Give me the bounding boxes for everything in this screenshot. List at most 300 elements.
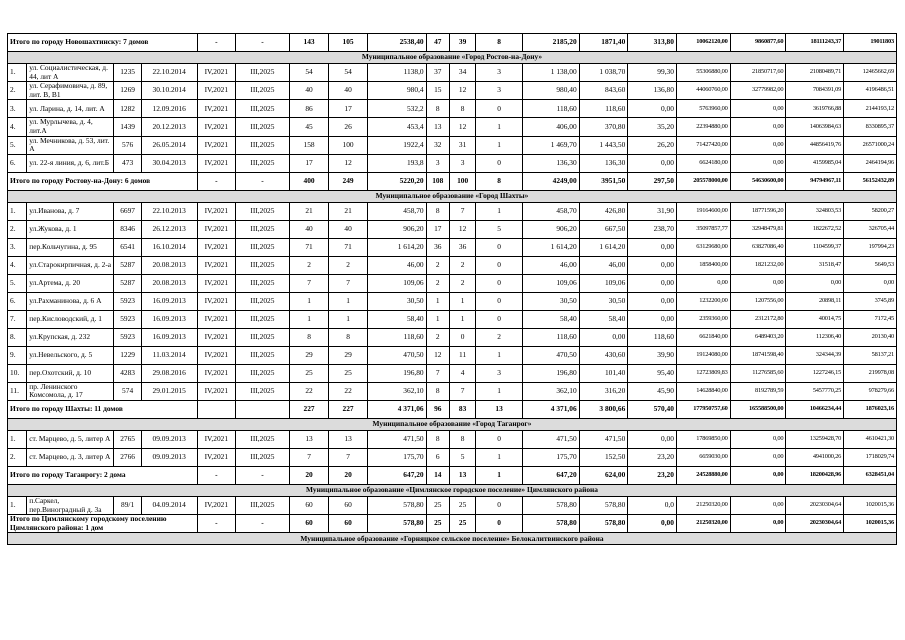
value-cell-c14: 238,70 xyxy=(628,220,677,238)
value-cell-c16: 0,00 xyxy=(730,118,786,136)
total-start-period: - xyxy=(197,466,236,484)
value-cell-c18: 26571000,24 xyxy=(844,136,897,154)
value-cell-c14: 95,40 xyxy=(628,364,677,382)
total-value-c7: 20 xyxy=(329,466,368,484)
value-cell-c6: 13 xyxy=(289,430,329,448)
section-title: Муниципальное образование «Цимлянское городское поселение» Цимлянского района xyxy=(8,484,897,496)
row-number: 1. xyxy=(8,202,27,220)
total-value-c15: 24528880,00 xyxy=(676,466,730,484)
value-cell-c15: 19164600,00 xyxy=(676,202,730,220)
value-cell-c9: 8 xyxy=(426,430,449,448)
value-cell-c6: 71 xyxy=(289,238,329,256)
value-cell-c15: 5763960,00 xyxy=(676,100,730,118)
date-cell: 29.01.2015 xyxy=(141,382,197,400)
total-value-c9: 14 xyxy=(426,466,449,484)
value-cell-c14: 0,00 xyxy=(628,100,677,118)
value-cell-c8: 30,50 xyxy=(367,292,426,310)
total-value-c12: 4249,00 xyxy=(522,172,579,190)
address-cell: ул.Старокирпичная, д. 2-а xyxy=(27,256,114,274)
start-period-cell: IV,2021 xyxy=(197,64,236,82)
value-cell-c7: 40 xyxy=(329,220,368,238)
value-cell-c11: 0 xyxy=(476,100,523,118)
value-cell-c16: 63827086,40 xyxy=(730,238,786,256)
total-value-c13: 3 800,66 xyxy=(579,400,628,418)
value-cell-c9: 1 xyxy=(426,310,449,328)
value-cell-c6: 40 xyxy=(289,220,329,238)
value-cell-c8: 109,06 xyxy=(367,274,426,292)
value-cell-c11: 1 xyxy=(476,118,523,136)
value-cell-c8: 118,60 xyxy=(367,328,426,346)
value-cell-c8: 1138,0 xyxy=(367,64,426,82)
table-row xyxy=(8,256,897,274)
total-end-period xyxy=(236,400,290,418)
start-period-cell: IV,2021 xyxy=(197,448,236,466)
row-number: 2. xyxy=(8,82,27,100)
value-cell-c16: 0,00 xyxy=(730,430,786,448)
value-cell-c7: 21 xyxy=(329,202,368,220)
value-cell-c15: 63129680,00 xyxy=(676,238,730,256)
end-period-cell: III,2025 xyxy=(236,202,290,220)
value-cell-c15: 1232200,00 xyxy=(676,292,730,310)
value-cell-c10: 8 xyxy=(449,430,475,448)
total-end-period: - xyxy=(236,34,290,52)
section-title: Муниципальное образование «Город Таганрог» xyxy=(8,418,897,430)
start-period-cell: IV,2021 xyxy=(197,136,236,154)
value-cell-c12: 362,10 xyxy=(522,382,579,400)
value-cell-c9: 36 xyxy=(426,238,449,256)
value-cell-c17: 1822672,52 xyxy=(786,220,844,238)
value-cell-c9: 32 xyxy=(426,136,449,154)
value-cell-c16: 0,00 xyxy=(730,274,786,292)
row-number: 3. xyxy=(8,100,27,118)
end-period-cell: III,2025 xyxy=(236,136,290,154)
table-row xyxy=(8,310,897,328)
doc-number-cell: 1269 xyxy=(114,82,141,100)
value-cell-c11: 1 xyxy=(476,382,523,400)
row-number: 8. xyxy=(8,328,27,346)
value-cell-c15: 71427420,00 xyxy=(676,136,730,154)
value-cell-c16: 21850717,60 xyxy=(730,64,786,82)
date-cell: 16.09.2013 xyxy=(141,292,197,310)
value-cell-c17: 1227246,15 xyxy=(786,364,844,382)
value-cell-c7: 12 xyxy=(329,154,368,172)
value-cell-c7: 8 xyxy=(329,328,368,346)
value-cell-c9: 37 xyxy=(426,64,449,82)
address-cell: ул. Социалистическая, д. 44, лит А xyxy=(27,64,114,82)
start-period-cell: IV,2021 xyxy=(197,154,236,172)
value-cell-c10: 11 xyxy=(449,346,475,364)
total-value-c13: 3951,50 xyxy=(579,172,628,190)
value-cell-c7: 40 xyxy=(329,82,368,100)
value-cell-c12: 30,50 xyxy=(522,292,579,310)
value-cell-c11: 1 xyxy=(476,202,523,220)
value-cell-c7: 17 xyxy=(329,100,368,118)
doc-number-cell: 5287 xyxy=(114,256,141,274)
doc-number-cell: 4283 xyxy=(114,364,141,382)
end-period-cell: III,2025 xyxy=(236,274,290,292)
value-cell-c17: 20898,11 xyxy=(786,292,844,310)
end-period-cell: III,2025 xyxy=(236,118,290,136)
total-value-c6: 143 xyxy=(289,34,329,52)
value-cell-c18: 197994,23 xyxy=(844,238,897,256)
value-cell-c16: 32948479,81 xyxy=(730,220,786,238)
value-cell-c8: 1 614,20 xyxy=(367,238,426,256)
value-cell-c6: 1 xyxy=(289,292,329,310)
total-end-period: - xyxy=(236,515,290,533)
date-cell: 09.09.2013 xyxy=(141,430,197,448)
total-value-c8: 4 371,06 xyxy=(367,400,426,418)
value-cell-c10: 12 xyxy=(449,82,475,100)
start-period-cell: IV,2021 xyxy=(197,430,236,448)
start-period-cell: IV,2021 xyxy=(197,310,236,328)
value-cell-c13: 430,60 xyxy=(579,346,628,364)
value-cell-c17: 0,00 xyxy=(786,274,844,292)
row-number: 1. xyxy=(8,430,27,448)
value-cell-c14: 26,20 xyxy=(628,136,677,154)
value-cell-c8: 458,70 xyxy=(367,202,426,220)
value-cell-c18: 2144193,12 xyxy=(844,100,897,118)
table-row xyxy=(8,292,897,310)
total-value-c12: 4 371,06 xyxy=(522,400,579,418)
value-cell-c15: 21250320,00 xyxy=(676,496,730,514)
value-cell-c10: 7 xyxy=(449,202,475,220)
value-cell-c9: 8 xyxy=(426,202,449,220)
end-period-cell: III,2025 xyxy=(236,364,290,382)
value-cell-c7: 26 xyxy=(329,118,368,136)
value-cell-c11: 0 xyxy=(476,496,523,514)
total-value-c10: 13 xyxy=(449,466,475,484)
doc-number-cell: 1229 xyxy=(114,346,141,364)
section-header-row xyxy=(8,418,897,430)
table-row xyxy=(8,136,897,154)
address-cell: пер.Кисловодский, д. 1 xyxy=(27,310,114,328)
address-cell: ул.Жукова, д. 1 xyxy=(27,220,114,238)
value-cell-c9: 2 xyxy=(426,256,449,274)
value-cell-c15: 6659030,00 xyxy=(676,448,730,466)
total-value-c17: 18111243,37 xyxy=(786,34,844,52)
table-row xyxy=(8,382,897,400)
value-cell-c6: 17 xyxy=(289,154,329,172)
address-cell: ст. Марцево, д. 5, литер А xyxy=(27,430,114,448)
value-cell-c11: 1 xyxy=(476,136,523,154)
table-row xyxy=(8,238,897,256)
value-cell-c10: 5 xyxy=(449,448,475,466)
value-cell-c17: 324803,53 xyxy=(786,202,844,220)
total-value-c16: 9860877,60 xyxy=(730,34,786,52)
value-cell-c18: 978279,66 xyxy=(844,382,897,400)
value-cell-c17: 5457770,25 xyxy=(786,382,844,400)
end-period-cell: III,2025 xyxy=(236,82,290,100)
value-cell-c14: 99,30 xyxy=(628,64,677,82)
total-value-c13: 624,00 xyxy=(579,466,628,484)
section-header-row xyxy=(8,52,897,64)
value-cell-c9: 8 xyxy=(426,100,449,118)
address-cell: пр. Ленинского Комсомола, д. 17 xyxy=(27,382,114,400)
value-cell-c18: 1718029,74 xyxy=(844,448,897,466)
value-cell-c7: 7 xyxy=(329,274,368,292)
value-cell-c8: 453,4 xyxy=(367,118,426,136)
value-cell-c11: 1 xyxy=(476,448,523,466)
value-cell-c13: 1 614,20 xyxy=(579,238,628,256)
total-value-c9: 108 xyxy=(426,172,449,190)
value-cell-c12: 118,60 xyxy=(522,100,579,118)
total-label: Итого по городу Таганрогу: 2 дома xyxy=(8,466,198,484)
value-cell-c12: 118,60 xyxy=(522,328,579,346)
value-cell-c15: 1858400,00 xyxy=(676,256,730,274)
total-start-period: - xyxy=(197,172,236,190)
total-value-c9: 25 xyxy=(426,515,449,533)
value-cell-c13: 109,06 xyxy=(579,274,628,292)
value-cell-c14: 31,90 xyxy=(628,202,677,220)
section-header-row xyxy=(8,190,897,202)
total-value-c12: 2185,20 xyxy=(522,34,579,52)
table-row xyxy=(8,100,897,118)
value-cell-c16: 0,00 xyxy=(730,136,786,154)
value-cell-c8: 471,50 xyxy=(367,430,426,448)
address-cell: ст. Марцево, д. 3, литер А xyxy=(27,448,114,466)
value-cell-c8: 470,50 xyxy=(367,346,426,364)
value-cell-c11: 0 xyxy=(476,154,523,172)
value-cell-c12: 906,20 xyxy=(522,220,579,238)
value-cell-c18: 5649,53 xyxy=(844,256,897,274)
value-cell-c18: 2464194,96 xyxy=(844,154,897,172)
value-cell-c10: 1 xyxy=(449,310,475,328)
doc-number-cell: 1282 xyxy=(114,100,141,118)
value-cell-c10: 2 xyxy=(449,256,475,274)
value-cell-c15: 2359360,00 xyxy=(676,310,730,328)
total-value-c16: 54630600,00 xyxy=(730,172,786,190)
value-cell-c16: 1821232,00 xyxy=(730,256,786,274)
value-cell-c11: 0 xyxy=(476,292,523,310)
value-cell-c15: 22394880,00 xyxy=(676,118,730,136)
date-cell: 16.09.2013 xyxy=(141,310,197,328)
total-value-c10: 83 xyxy=(449,400,475,418)
value-cell-c11: 0 xyxy=(476,310,523,328)
value-cell-c6: 45 xyxy=(289,118,329,136)
total-value-c6: 400 xyxy=(289,172,329,190)
row-number: 1. xyxy=(8,496,27,514)
total-value-c18: 1876023,16 xyxy=(844,400,897,418)
value-cell-c7: 25 xyxy=(329,364,368,382)
date-cell: 26.12.2013 xyxy=(141,220,197,238)
value-cell-c10: 12 xyxy=(449,220,475,238)
date-cell: 22.10.2014 xyxy=(141,64,197,82)
value-cell-c16: 6489403,20 xyxy=(730,328,786,346)
value-cell-c18: 219978,08 xyxy=(844,364,897,382)
total-value-c15: 10062120,00 xyxy=(676,34,730,52)
doc-number-cell: 1235 xyxy=(114,64,141,82)
section-title: Муниципальное образование «Город Шахты» xyxy=(8,190,897,202)
housing-program-table-page xyxy=(7,33,897,545)
value-cell-c7: 1 xyxy=(329,310,368,328)
value-cell-c6: 8 xyxy=(289,328,329,346)
end-period-cell: III,2025 xyxy=(236,256,290,274)
address-cell: ул. Серафимовича, д. 89, лит. В, В1 xyxy=(27,82,114,100)
total-value-c13: 578,80 xyxy=(579,515,628,533)
value-cell-c13: 370,80 xyxy=(579,118,628,136)
date-cell: 20.08.2013 xyxy=(141,274,197,292)
value-cell-c11: 0 xyxy=(476,238,523,256)
value-cell-c10: 36 xyxy=(449,238,475,256)
value-cell-c8: 193,8 xyxy=(367,154,426,172)
section-title: Муниципальное образование «Горняцкое сельское поселение» Белокалитвинского района xyxy=(8,533,897,545)
value-cell-c17: 14063984,63 xyxy=(786,118,844,136)
doc-number-cell: 473 xyxy=(114,154,141,172)
value-cell-c12: 58,40 xyxy=(522,310,579,328)
total-value-c14: 23,20 xyxy=(628,466,677,484)
address-cell: ул. Мечникова, д. 53, лит. А xyxy=(27,136,114,154)
date-cell: 20.08.2013 xyxy=(141,256,197,274)
total-value-c8: 5220,20 xyxy=(367,172,426,190)
total-value-c10: 39 xyxy=(449,34,475,52)
start-period-cell: IV,2021 xyxy=(197,364,236,382)
end-period-cell: III,2025 xyxy=(236,292,290,310)
value-cell-c15: 44060760,00 xyxy=(676,82,730,100)
total-value-c7: 249 xyxy=(329,172,368,190)
doc-number-cell: 2766 xyxy=(114,448,141,466)
value-cell-c9: 15 xyxy=(426,82,449,100)
section-header-row xyxy=(8,533,897,545)
total-value-c13: 1871,40 xyxy=(579,34,628,52)
doc-number-cell: 5923 xyxy=(114,328,141,346)
total-value-c16: 0,00 xyxy=(730,466,786,484)
total-value-c16: 165588500,00 xyxy=(730,400,786,418)
value-cell-c17: 3619766,88 xyxy=(786,100,844,118)
table-row xyxy=(8,274,897,292)
total-value-c6: 60 xyxy=(289,515,329,533)
value-cell-c16: 32779982,00 xyxy=(730,82,786,100)
value-cell-c15: 14628840,00 xyxy=(676,382,730,400)
value-cell-c16: 0,00 xyxy=(730,496,786,514)
end-period-cell: III,2025 xyxy=(236,154,290,172)
row-number: 6. xyxy=(8,292,27,310)
value-cell-c12: 578,80 xyxy=(522,496,579,514)
value-cell-c13: 667,50 xyxy=(579,220,628,238)
start-period-cell: IV,2021 xyxy=(197,238,236,256)
value-cell-c8: 196,80 xyxy=(367,364,426,382)
value-cell-c14: 0,00 xyxy=(628,238,677,256)
value-cell-c6: 7 xyxy=(289,448,329,466)
value-cell-c8: 58,40 xyxy=(367,310,426,328)
value-cell-c14: 0,00 xyxy=(628,154,677,172)
value-cell-c7: 29 xyxy=(329,346,368,364)
date-cell: 30.10.2014 xyxy=(141,82,197,100)
total-start-period: - xyxy=(197,515,236,533)
total-value-c17: 10466234,44 xyxy=(786,400,844,418)
total-value-c16: 0,00 xyxy=(730,515,786,533)
start-period-cell: IV,2021 xyxy=(197,118,236,136)
value-cell-c13: 1 443,50 xyxy=(579,136,628,154)
value-cell-c13: 152,50 xyxy=(579,448,628,466)
value-cell-c15: 55306880,00 xyxy=(676,64,730,82)
end-period-cell: III,2025 xyxy=(236,310,290,328)
date-cell: 16.10.2014 xyxy=(141,238,197,256)
value-cell-c9: 6 xyxy=(426,448,449,466)
total-value-c12: 578,80 xyxy=(522,515,579,533)
value-cell-c9: 13 xyxy=(426,118,449,136)
value-cell-c18: 3745,89 xyxy=(844,292,897,310)
address-cell: ул.Невельского, д. 5 xyxy=(27,346,114,364)
value-cell-c12: 458,70 xyxy=(522,202,579,220)
doc-number-cell: 5923 xyxy=(114,292,141,310)
value-cell-c10: 8 xyxy=(449,100,475,118)
address-cell: пер.Кольчугина, д. 95 xyxy=(27,238,114,256)
total-value-c17: 20230304,64 xyxy=(786,515,844,533)
table-row xyxy=(8,328,897,346)
value-cell-c12: 175,70 xyxy=(522,448,579,466)
address-cell: ул.Рахманинова, д. 6 А xyxy=(27,292,114,310)
value-cell-c11: 0 xyxy=(476,256,523,274)
row-number: 10. xyxy=(8,364,27,382)
value-cell-c16: 1207556,00 xyxy=(730,292,786,310)
table-row xyxy=(8,430,897,448)
value-cell-c7: 71 xyxy=(329,238,368,256)
row-number: 4. xyxy=(8,256,27,274)
end-period-cell: III,2025 xyxy=(236,496,290,514)
total-value-c18: 19011803 xyxy=(844,34,897,52)
table-row xyxy=(8,448,897,466)
doc-number-cell: 574 xyxy=(114,382,141,400)
total-value-c7: 60 xyxy=(329,515,368,533)
value-cell-c9: 1 xyxy=(426,292,449,310)
total-value-c15: 177950757,60 xyxy=(676,400,730,418)
value-cell-c13: 101,40 xyxy=(579,364,628,382)
start-period-cell: IV,2021 xyxy=(197,346,236,364)
value-cell-c14: 0,00 xyxy=(628,274,677,292)
start-period-cell: IV,2021 xyxy=(197,100,236,118)
value-cell-c14: 0,0 xyxy=(628,496,677,514)
value-cell-c7: 100 xyxy=(329,136,368,154)
value-cell-c10: 4 xyxy=(449,364,475,382)
value-cell-c13: 316,20 xyxy=(579,382,628,400)
table-row xyxy=(8,82,897,100)
table-row xyxy=(8,154,897,172)
total-value-c15: 21250320,00 xyxy=(676,515,730,533)
total-value-c14: 313,80 xyxy=(628,34,677,52)
total-value-c7: 227 xyxy=(329,400,368,418)
value-cell-c10: 2 xyxy=(449,274,475,292)
value-cell-c9: 25 xyxy=(426,496,449,514)
value-cell-c7: 7 xyxy=(329,448,368,466)
value-cell-c6: 40 xyxy=(289,82,329,100)
value-cell-c16: 18771596,20 xyxy=(730,202,786,220)
value-cell-c12: 196,80 xyxy=(522,364,579,382)
value-cell-c6: 1 xyxy=(289,310,329,328)
value-cell-c11: 5 xyxy=(476,220,523,238)
value-cell-c16: 0,00 xyxy=(730,154,786,172)
value-cell-c18: 20130,40 xyxy=(844,328,897,346)
date-cell: 09.09.2013 xyxy=(141,448,197,466)
value-cell-c14: 23,20 xyxy=(628,448,677,466)
value-cell-c13: 46,00 xyxy=(579,256,628,274)
start-period-cell: IV,2021 xyxy=(197,274,236,292)
value-cell-c9: 8 xyxy=(426,382,449,400)
table-row xyxy=(8,64,897,82)
value-cell-c11: 3 xyxy=(476,364,523,382)
value-cell-c8: 362,10 xyxy=(367,382,426,400)
end-period-cell: III,2025 xyxy=(236,430,290,448)
total-value-c8: 2538,40 xyxy=(367,34,426,52)
total-value-c8: 578,80 xyxy=(367,515,426,533)
date-cell: 29.08.2016 xyxy=(141,364,197,382)
doc-number-cell: 8346 xyxy=(114,220,141,238)
value-cell-c12: 471,50 xyxy=(522,430,579,448)
row-number: 5. xyxy=(8,274,27,292)
address-cell: ул. Мурлычева, д. 4, лит.А xyxy=(27,118,114,136)
total-row xyxy=(8,515,897,533)
end-period-cell: III,2025 xyxy=(236,100,290,118)
value-cell-c14: 0,00 xyxy=(628,310,677,328)
